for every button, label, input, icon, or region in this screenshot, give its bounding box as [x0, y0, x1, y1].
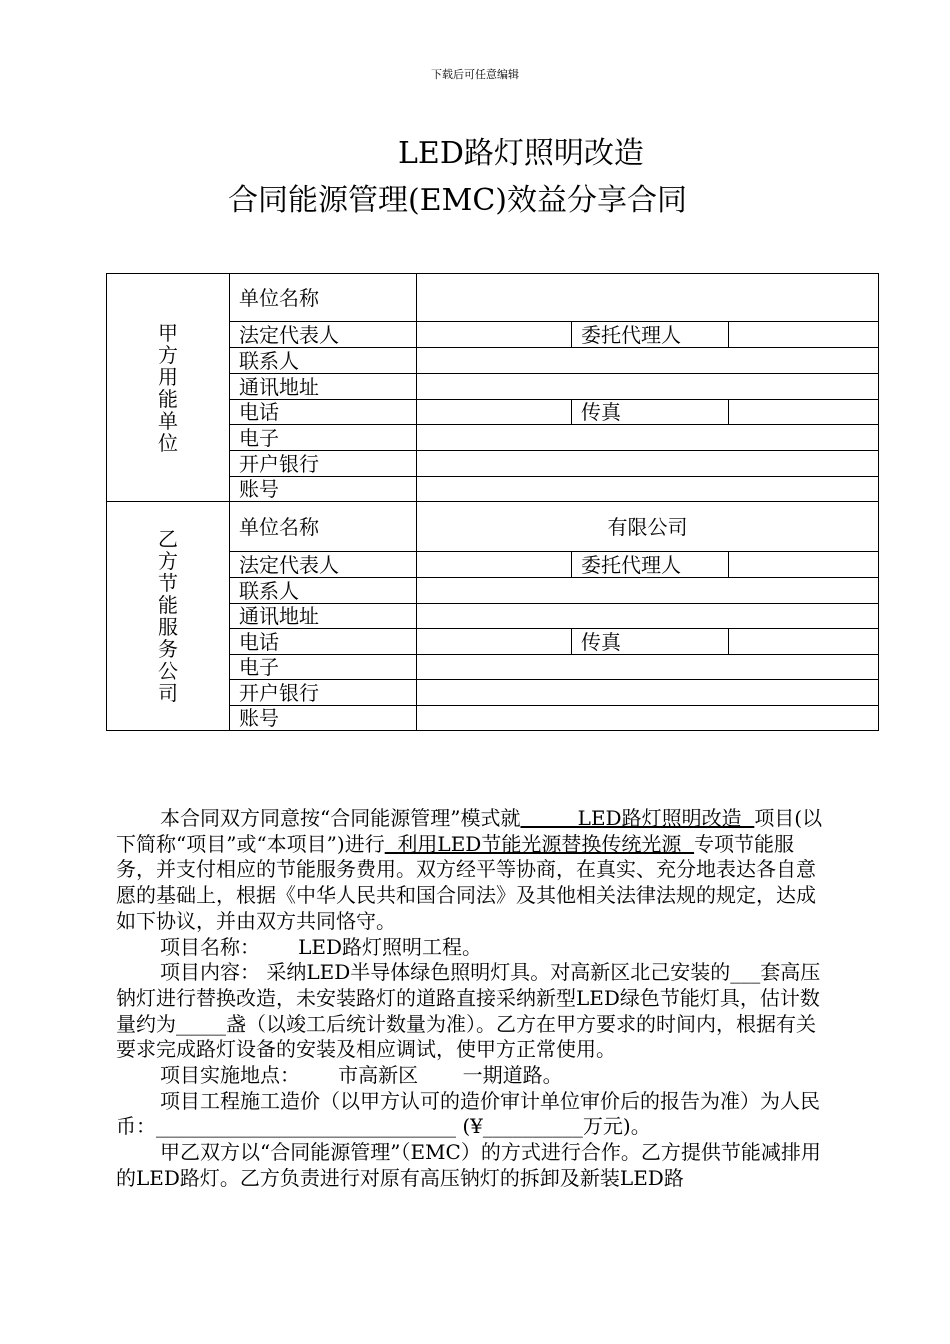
party-a-account-value[interactable] [417, 477, 879, 502]
service-content-blank: 利用LED节能光源替换传统光源 [384, 831, 695, 856]
party-b-legal-rep-value[interactable] [417, 552, 572, 578]
party-a-agent-value[interactable] [729, 322, 879, 348]
party-a-unit-name-value[interactable] [417, 274, 879, 322]
party-a-fax-label: 传真 [572, 400, 729, 425]
paragraph-location: 项目实施地点： 市高新区 一期道路。 [160, 1063, 563, 1088]
party-a-unit-name-label: 单位名称 [230, 274, 417, 322]
party-a-address-value[interactable] [417, 374, 879, 400]
party-b-account-label: 账号 [230, 706, 417, 731]
party-b-contact-value[interactable] [417, 578, 879, 604]
party-a-contact-label: 联系人 [230, 348, 417, 374]
party-a-phone-label: 电话 [230, 400, 417, 425]
page-header: 下载后可任意编辑 [431, 68, 519, 81]
party-b-agent-value[interactable] [729, 552, 879, 578]
lamp-count-blank: ___ [730, 960, 761, 985]
party-b-address-value[interactable] [417, 604, 879, 629]
party-a-email-label: 电子 [230, 425, 417, 451]
party-a-email-value[interactable] [417, 425, 879, 451]
party-b-fax-label: 传真 [572, 629, 729, 655]
party-b-bank-label: 开户银行 [230, 680, 417, 706]
party-a-account-label: 账号 [230, 477, 417, 502]
party-a-legal-rep-label: 法定代表人 [230, 322, 417, 348]
party-b-fax-value[interactable] [729, 629, 879, 655]
party-b-address-label: 通讯地址 [230, 604, 417, 629]
party-b-contact-label: 联系人 [230, 578, 417, 604]
party-b-agent-label: 委托代理人 [572, 552, 729, 578]
title-line-2: 合同能源管理(EMC)效益分享合同 [228, 183, 687, 218]
cost-rmb-blank: ______________________________ [156, 1114, 456, 1139]
party-a-bank-value[interactable] [417, 451, 879, 477]
party-b-phone-value[interactable] [417, 629, 572, 655]
party-a-side-label: 甲 方 用 能 单 位 [107, 274, 230, 502]
party-a-bank-label: 开户银行 [230, 451, 417, 477]
party-b-phone-label: 电话 [230, 629, 417, 655]
party-b-bank-value[interactable] [417, 680, 879, 706]
party-b-unit-name-value[interactable]: 有限公司 [417, 502, 879, 552]
party-a-phone-value[interactable] [417, 400, 572, 425]
title-line-1: LED路灯照明改造 [398, 136, 644, 171]
paragraph-intro: 本合同双方同意按“合同能源管理”模式就 LED路灯照明改造 项目(以下简称“项目”或“本项目”)进行 利用LED节能光源替换传统光源 专项节能服务，并支付相应的节能服务费用。双方经平等协商，在真实、充分地表达各自意愿的基础上，根据《中华人民共和国合同法》及其他相关法律法规的规定，达成如下协议，并由双方共同恪守。 [116, 806, 823, 933]
party-a-address-label: 通讯地址 [230, 374, 417, 400]
party-b-row-unit [107, 502, 879, 552]
party-b-legal-rep-label: 法定代表人 [230, 552, 417, 578]
party-a-fax-value[interactable] [729, 400, 879, 425]
party-info-table [106, 273, 879, 731]
paragraph-project-content: 项目内容： 采纳LED半导体绿色照明灯具。对高新区北己安装的___套高压钠灯进行替换改造，未安装路灯的道路直接采纳新型LED绿色节能灯具，估计数量约为_____盏（以竣工后统计数量为准）。乙方在甲方要求的时间内，根据有关要求完成路灯设备的安装及相应调试，使甲方正常使用。 [116, 960, 821, 1062]
party-b-email-value[interactable] [417, 655, 879, 680]
paragraph-cooperation: 甲乙双方以“合同能源管理”（EMC）的方式进行合作。乙方提供节能减排用的LED路灯。乙方负责进行对原有高压钠灯的拆卸及新装LED路 [116, 1140, 821, 1190]
cost-wan-blank: __________ [482, 1114, 583, 1139]
party-b-side-label: 乙 方 节 能 服 务 公 司 [107, 502, 230, 731]
party-a-row-unit [107, 274, 879, 322]
project-name-blank: LED路灯照明改造 [520, 806, 755, 830]
estimated-count-blank: _____ [176, 1011, 226, 1036]
contract-body [116, 806, 832, 1192]
party-a-contact-value[interactable] [417, 348, 879, 374]
paragraph-project-name: 项目名称： LED路灯照明工程。 [160, 934, 483, 959]
party-b-account-value[interactable] [417, 706, 879, 731]
paragraph-cost: 项目工程施工造价（以甲方认可的造价审计单位审价后的报告为准）为人民币：______________________________ (¥__________万元)。 [116, 1088, 820, 1139]
party-b-unit-name-label: 单位名称 [230, 502, 417, 552]
party-a-agent-label: 委托代理人 [572, 322, 729, 348]
party-b-email-label: 电子 [230, 655, 417, 680]
party-a-legal-rep-value[interactable] [417, 322, 572, 348]
